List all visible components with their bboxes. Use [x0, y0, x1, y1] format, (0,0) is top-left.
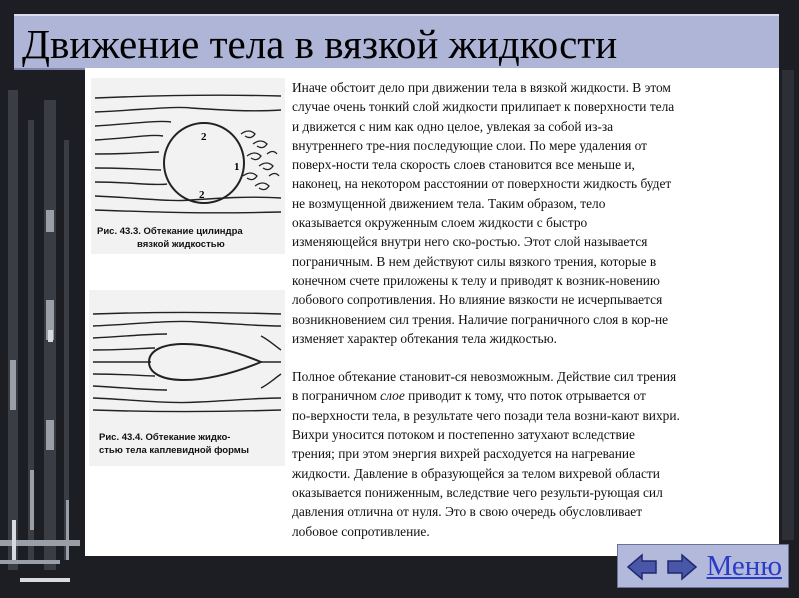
- page-title: Движение тела в вязкой жидкости: [22, 21, 618, 67]
- menu-link[interactable]: Меню: [706, 550, 782, 582]
- paragraph-text: приводит к тому, что поток отрывается от по-верхности тела, в результате чего позади тела возни-кают вихри. Вихри уносится потоком и постепенно затухают вследствие трения; при этом энергия вихрей расходуется на нагревание жидкости. Давление в образующейся за телом вихревой области оказывается пониженным, вследствие чего результи-рующая сил давления отлична от нуля. Это в свою очередь обусловливает лобовое сопротивление.: [292, 388, 680, 539]
- figure-caption: Рис. 43.3. Обтекание цилиндра: [97, 226, 243, 237]
- body-text: [292, 78, 770, 541]
- back-arrow-icon[interactable]: [626, 553, 660, 581]
- figure-label: 2: [201, 131, 207, 143]
- figure-droplet: [89, 290, 285, 466]
- paragraph: Иначе обстоит дело при движении тела в вязкой жидкости. В этом случае очень тонкий слой жидкости прилипает к поверхности тела и движется с ним как одно целое, увлекая за собой из-за внутреннего тре-ния последующие слои. По мере удаления от поверх-ности тела скорость слоев становится все меньше и, наконец, на некотором расстоянии от поверхности жидкость будет не возмущенной движением тела. Таким образом, тело оказывается окруженным слоем жидкости с быстро изменяющейся внутри него ско-ростью. Этот слой называется пограничным. В нем действуют силы вязкого трения, которые в конечном счете приложены к телу и приводят к возник-новению лобового сопротивления. Но влияние вязкости не исчерпывается возникновением сил трения. Наличие пограничного слоя в кор-не изменяет характер обтекания тела жидкостью.: [292, 80, 675, 346]
- figure-cylinder: [91, 78, 285, 254]
- figure-caption: Рис. 43.4. Обтекание жидко-: [99, 432, 231, 443]
- italic-term: слое: [380, 388, 405, 404]
- droplet-flow-diagram: [89, 290, 285, 466]
- forward-arrow-icon[interactable]: [664, 553, 698, 581]
- title-bar: [14, 14, 779, 70]
- paragraph-text: Полное обтекание становит-ся невозможным. Действие сил трения в пограничном: [292, 369, 677, 404]
- content-panel: [85, 68, 779, 556]
- figure-label: 1: [234, 161, 240, 173]
- cylinder-flow-diagram: [91, 78, 285, 254]
- figure-caption: вязкой жидкостью: [137, 239, 225, 250]
- navigation-bar: [617, 544, 789, 588]
- figure-caption: стью тела каплевидной формы: [99, 445, 249, 456]
- figure-label: 2: [199, 189, 205, 201]
- paragraph: [292, 367, 770, 541]
